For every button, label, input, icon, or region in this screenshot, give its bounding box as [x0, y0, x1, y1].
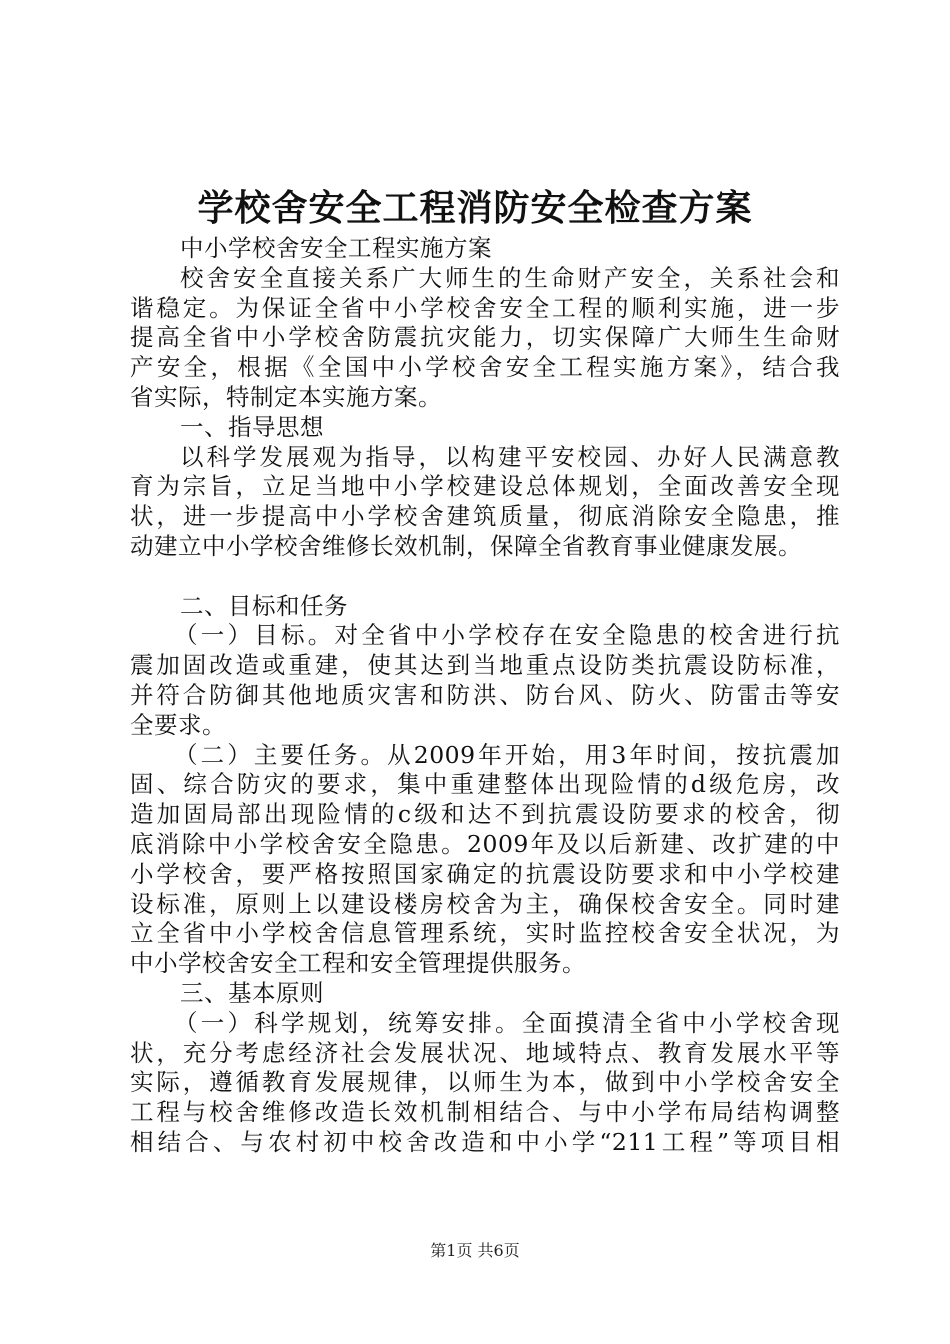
paragraph-line: 中小学校舍安全工程和安全管理提供服务。: [130, 949, 586, 978]
subtitle-line: 中小学校舍安全工程实施方案: [180, 234, 492, 262]
paragraph-line: 校舍安全直接关系广大师生的生命财产安全，关系社会和: [180, 263, 840, 292]
section-heading: 一、指导思想: [180, 412, 324, 441]
paragraph-line: 震加固改造或重建，使其达到当地重点设防类抗震设防标准，: [130, 651, 840, 680]
paragraph-line: 工程与校舍维修改造长效机制相结合、与中小学布局结构调整: [130, 1098, 840, 1127]
paragraph-line: 固、综合防灾的要求，集中重建整体出现险情的d级危房，改: [130, 770, 840, 799]
paragraph-line: 相结合、与农村初中校舍改造和中小学“211工程”等项目相: [130, 1127, 840, 1156]
paragraph-line: 提高全省中小学校舍防震抗灾能力，切实保障广大师生生命财: [130, 323, 840, 352]
page-footer: 第1页 共6页: [430, 1241, 520, 1260]
paragraph-line: 省实际，特制定本实施方案。: [130, 382, 442, 411]
paragraph-line: 设标准，原则上以建设楼房校舍为主，确保校舍安全。同时建: [130, 889, 840, 918]
paragraph-line: 状，进一步提高中小学校舍建筑质量，彻底消除安全隐患，推: [130, 502, 840, 531]
paragraph-line: 育为宗旨，立足当地中小学校建设总体规划，全面改善安全现: [130, 472, 840, 501]
paragraph-line: （二）主要任务。从2009年开始，用3年时间，按抗震加: [174, 740, 840, 769]
paragraph-line: 产安全，根据《全国中小学校舍安全工程实施方案》，结合我: [130, 353, 840, 382]
paragraph-line: 全要求。: [130, 710, 226, 739]
paragraph-line: 立全省中小学校舍信息管理系统，实时监控校舍安全状况，为: [130, 919, 840, 948]
paragraph-line: （一）科学规划，统筹安排。全面摸清全省中小学校舍现: [174, 1008, 840, 1037]
section-heading: 三、基本原则: [180, 978, 324, 1007]
paragraph-line: 造加固局部出现险情的c级和达不到抗震设防要求的校舍，彻: [130, 800, 840, 829]
document-body: [130, 234, 840, 1158]
paragraph-line: 动建立中小学校舍维修长效机制，保障全省教育事业健康发展。: [130, 531, 802, 560]
paragraph-line: （一）目标。对全省中小学校存在安全隐患的校舍进行抗: [174, 621, 840, 650]
paragraph-line: 以科学发展观为指导，以构建平安校园、办好人民满意教: [180, 442, 840, 471]
paragraph-line: 并符合防御其他地质灾害和防洪、防台风、防火、防雷击等安: [130, 680, 840, 709]
paragraph-line: 谐稳定。为保证全省中小学校舍安全工程的顺利实施，进一步: [130, 293, 840, 322]
paragraph-line: 底消除中小学校舍安全隐患。2009年及以后新建、改扩建的中: [130, 829, 840, 858]
paragraph-line: 实际，遵循教育发展规律，以师生为本，做到中小学校舍安全: [130, 1068, 840, 1097]
document-title: 学校舍安全工程消防安全检查方案: [197, 187, 753, 229]
paragraph-line: 状，充分考虑经济社会发展状况、地域特点、教育发展水平等: [130, 1038, 840, 1067]
blank-line: [130, 562, 840, 592]
paragraph-line: 小学校舍，要严格按照国家确定的抗震设防要求和中小学校建: [130, 859, 840, 888]
section-heading: 二、目标和任务: [180, 591, 348, 620]
